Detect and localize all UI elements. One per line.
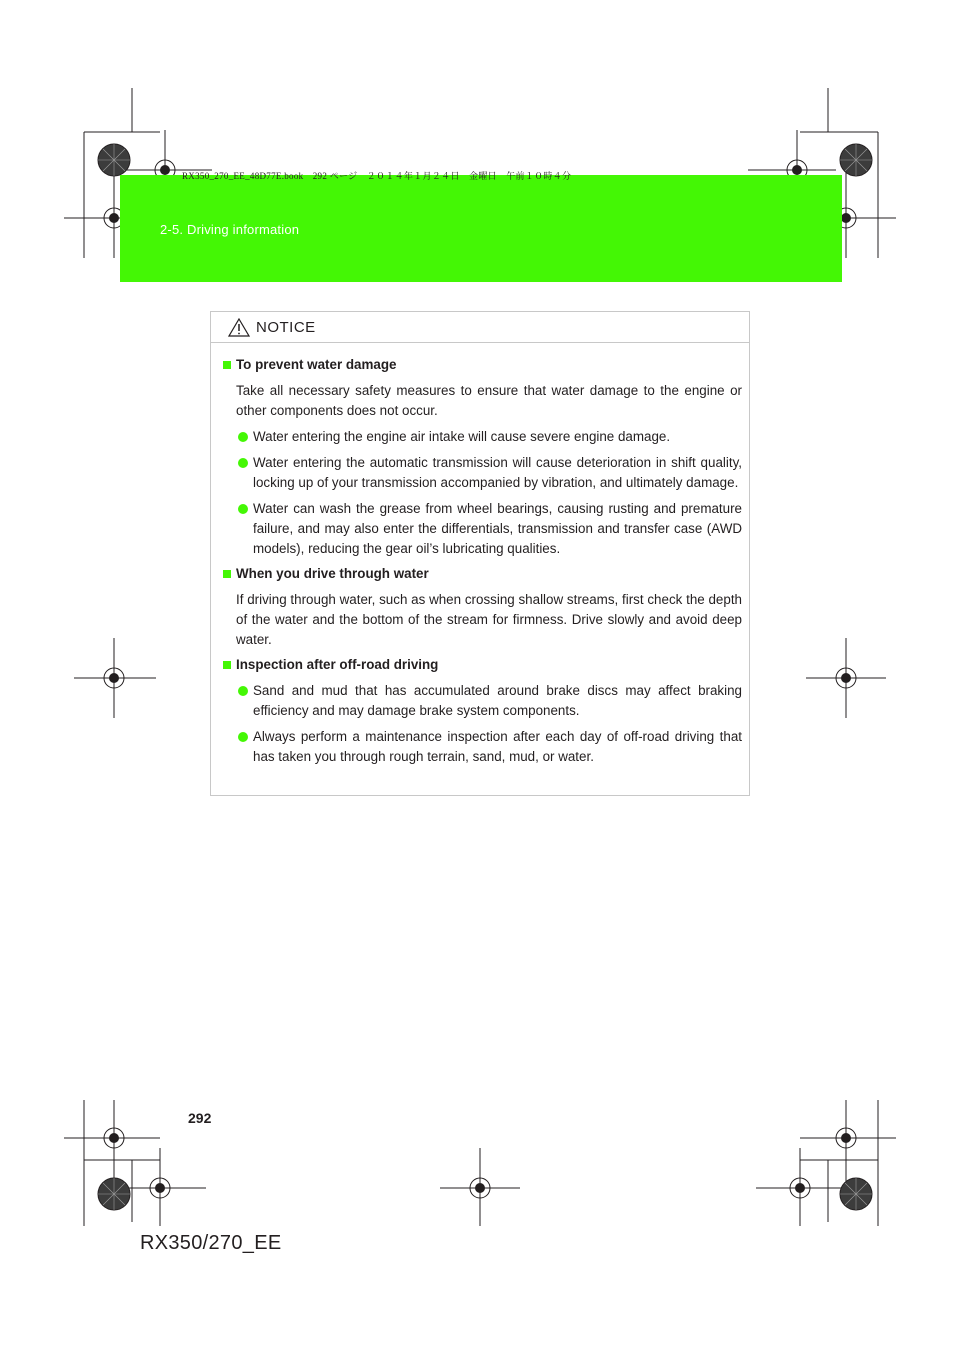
round-bullet-icon (238, 504, 248, 514)
round-bullet-icon (238, 432, 248, 442)
paragraph: Take all necessary safety measures to ensure that water damage to the engine or other components does not occur. (236, 383, 742, 418)
print-info: RX350_270_EE_48D77E.book 292 ページ ２０１４年１月２４日 金曜日 午前１０時４分 (182, 171, 572, 181)
list-item-text: Water entering the automatic transmission will cause deterioration in shift quality, locking up of your transmission accompanied by vibration, and ultimately damage. (253, 455, 742, 490)
square-bullet-icon (223, 361, 231, 369)
page-number: 292 (188, 1110, 212, 1126)
heading-text: When you drive through water (236, 566, 429, 581)
round-bullet-icon (238, 686, 248, 696)
heading-text: To prevent water damage (236, 357, 397, 372)
list-item (238, 427, 742, 447)
section-heading (218, 564, 742, 584)
notice-box (210, 311, 750, 796)
notice-header (211, 312, 749, 343)
heading-text: Inspection after off-road driving (236, 657, 439, 672)
warning-triangle-icon (228, 318, 250, 337)
section-title: 2-5. Driving information (160, 222, 300, 237)
round-bullet-icon (238, 732, 248, 742)
square-bullet-icon (223, 570, 231, 578)
section-heading (218, 355, 742, 375)
square-bullet-icon (223, 661, 231, 669)
list-item-text: Sand and mud that has accumulated around brake discs may affect braking efficiency and may damage brake system components. (253, 683, 742, 718)
list-item-text: Water entering the engine air intake will cause severe engine damage. (253, 429, 671, 444)
list-item (238, 499, 742, 559)
notice-body (211, 343, 749, 767)
list-item (238, 727, 742, 767)
header-band (120, 175, 842, 282)
list-item (238, 681, 742, 721)
section-heading (218, 655, 742, 675)
model-name: RX350/270_EE (140, 1232, 282, 1254)
list-item-text: Water can wash the grease from wheel bearings, causing rusting and premature failure, and may also enter the differentials, transmission and transfer case (AWD models), reducing the gear oil’s lubricating qualities. (253, 501, 742, 556)
list-item-text: Always perform a maintenance inspection after each day of off-road driving that has taken you through rough terrain, sand, mud, or water. (253, 729, 742, 764)
paragraph: If driving through water, such as when crossing shallow streams, first check the depth of the water and the bottom of the stream for firmness. Drive slowly and avoid deep water. (236, 592, 742, 647)
notice-title: NOTICE (256, 319, 316, 336)
round-bullet-icon (238, 458, 248, 468)
list-item (238, 453, 742, 493)
